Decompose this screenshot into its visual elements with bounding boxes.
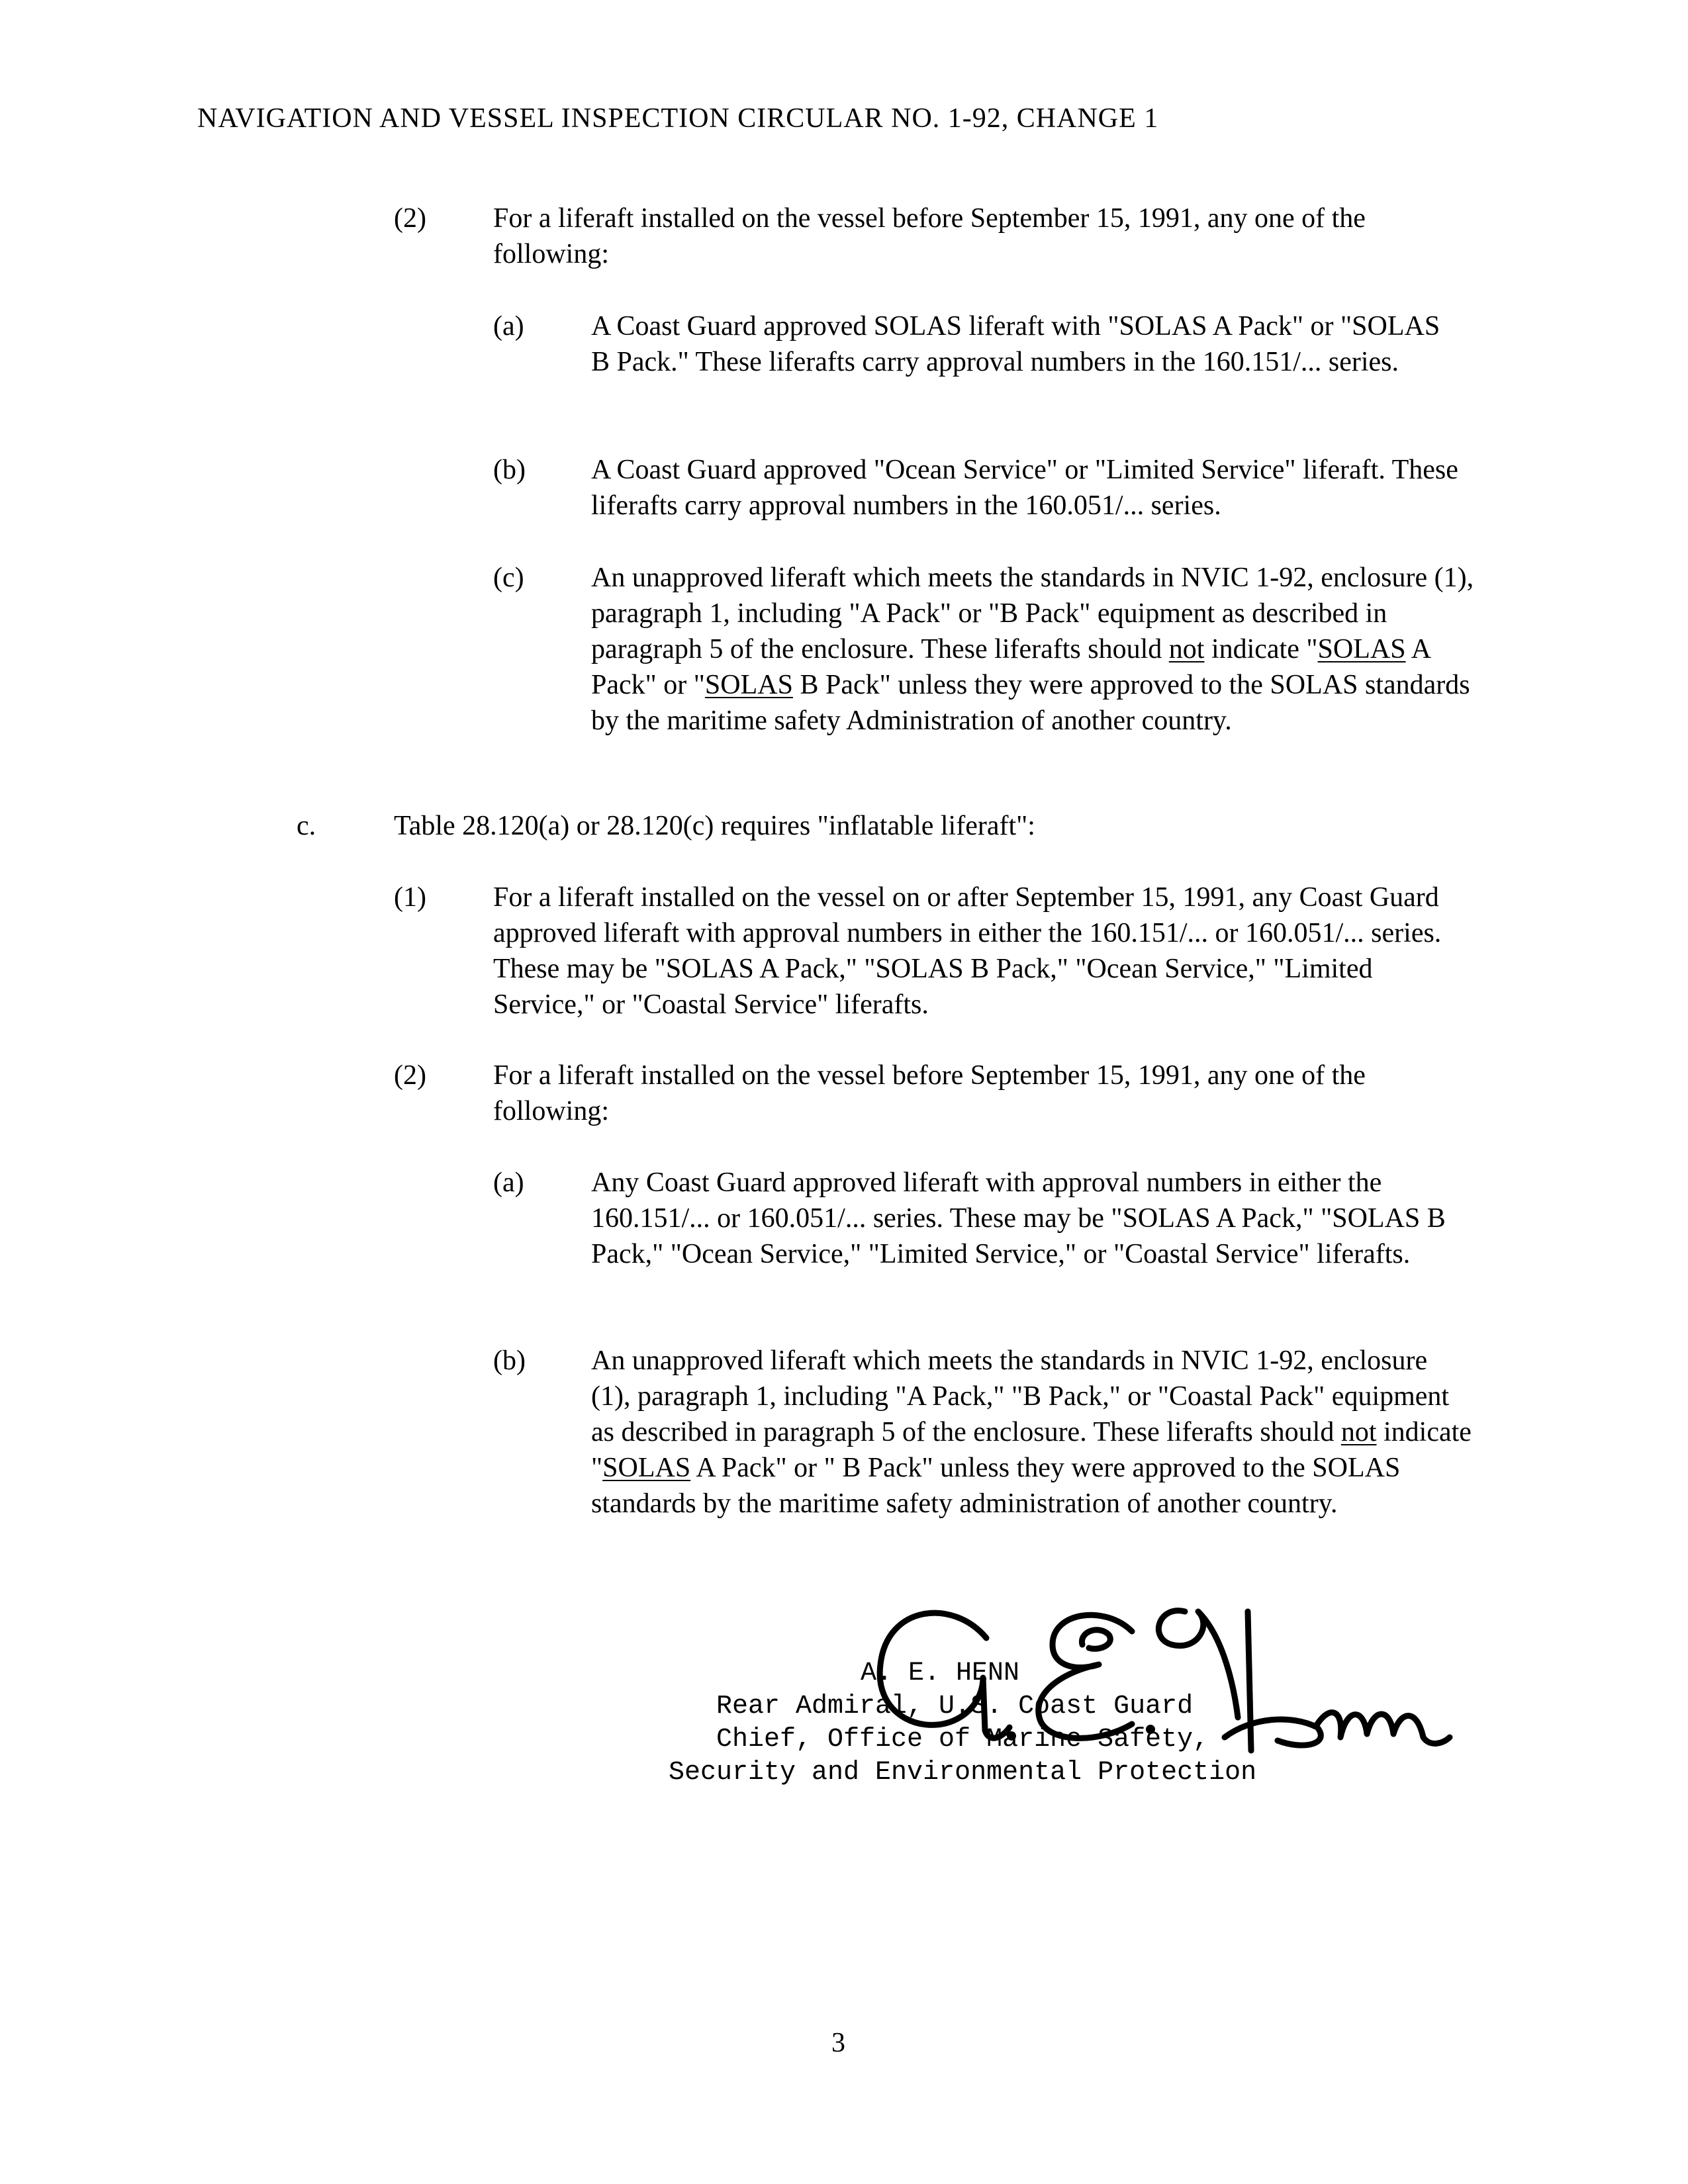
subitem-text-c bbox=[591, 560, 1481, 739]
section-text-c: Table 28.120(a) or 28.120(c) requires "inflatable liferaft": bbox=[394, 811, 1035, 841]
subitem-label-a: (a) bbox=[493, 311, 524, 341]
subitem-label-b: (b) bbox=[493, 455, 526, 485]
subitem-text-c2a: Any Coast Guard approved liferaft with approval numbers in either the 160.151/... or 160.051/... series. These may be "SOLAS A Pack," "SOLAS B Pack," "Ocean Service," "Limited Service," or "Coastal Service" liferafts. bbox=[591, 1167, 1446, 1269]
text-run: A Pack" or " B Pack" unless they were approved to the SOLAS standards by the maritime safety administration of another country. bbox=[591, 1453, 1401, 1519]
item-text-c2: For a liferaft installed on the vessel before September 15, 1991, any one of the following: bbox=[493, 1060, 1366, 1126]
subitem-label-c: (c) bbox=[493, 563, 524, 593]
subitem-text-c2b bbox=[591, 1343, 1472, 1522]
item-label-c2: (2) bbox=[394, 1060, 426, 1091]
underlined-solas: SOLAS bbox=[1317, 634, 1406, 664]
subitem-label-c2b: (b) bbox=[493, 1345, 526, 1376]
item-label-c1: (1) bbox=[394, 882, 426, 913]
underlined-not: not bbox=[1168, 634, 1205, 664]
signer-title-office: Chief, Office of Marine Safety, bbox=[716, 1725, 1209, 1754]
text-run: indicate " bbox=[591, 1417, 1472, 1483]
section-label-c: c. bbox=[297, 811, 316, 841]
page-number: 3 bbox=[831, 2028, 845, 2058]
signer-title-division: Security and Environmental Protection bbox=[669, 1758, 1257, 1788]
text-run: An unapproved liferaft which meets the standards in NVIC 1-92, enclosure (1), paragraph 1, including "A Pack" or "B Pack" equipment as described in paragraph 5 of the enclosure. These liferafts should bbox=[591, 563, 1474, 664]
page-header: NAVIGATION AND VESSEL INSPECTION CIRCULAR NO. 1-92, CHANGE 1 bbox=[197, 103, 1159, 134]
text-run: An unapproved liferaft which meets the standards in NVIC 1-92, enclosure (1), paragraph 1, including "A Pack," "B Pack," or "Coastal Pack" equipment as described in paragraph 5 of the enclosure. These liferafts should bbox=[591, 1345, 1450, 1447]
underlined-solas: SOLAS bbox=[704, 670, 793, 700]
text-run: B Pack" unless they were approved to the SOLAS standards by the maritime safety Administration of another country. bbox=[591, 670, 1470, 736]
item-text-b2: For a liferaft installed on the vessel before September 15, 1991, any one of the following: bbox=[493, 203, 1366, 269]
text-run: indicate " bbox=[1204, 634, 1318, 664]
signer-title-rank: Rear Admiral, U.S. Coast Guard bbox=[716, 1692, 1194, 1721]
signer-name: A. E. HENN bbox=[861, 1659, 1020, 1688]
underlined-not: not bbox=[1340, 1417, 1377, 1447]
subitem-label-c2a: (a) bbox=[493, 1167, 524, 1198]
underlined-solas: SOLAS bbox=[602, 1453, 691, 1483]
text-run: A Pack" or " bbox=[591, 634, 1430, 700]
subitem-text-b: A Coast Guard approved "Ocean Service" or "Limited Service" liferaft. These liferafts carry approval numbers in the 160.051/... series. bbox=[591, 455, 1458, 521]
item-text-c1: For a liferaft installed on the vessel on or after September 15, 1991, any Coast Guard approved liferaft with approval numbers in either the 160.151/... or 160.051/... series. These may be "SOLAS A Pack," "SOLAS B Pack," "Ocean Service," "Limited Service," or "Coastal Service" liferafts. bbox=[493, 882, 1442, 1020]
item-label-b2: (2) bbox=[394, 203, 426, 234]
subitem-text-a: A Coast Guard approved SOLAS liferaft with "SOLAS A Pack" or "SOLAS B Pack." These liferafts carry approval numbers in the 160.151/... series. bbox=[591, 311, 1440, 377]
